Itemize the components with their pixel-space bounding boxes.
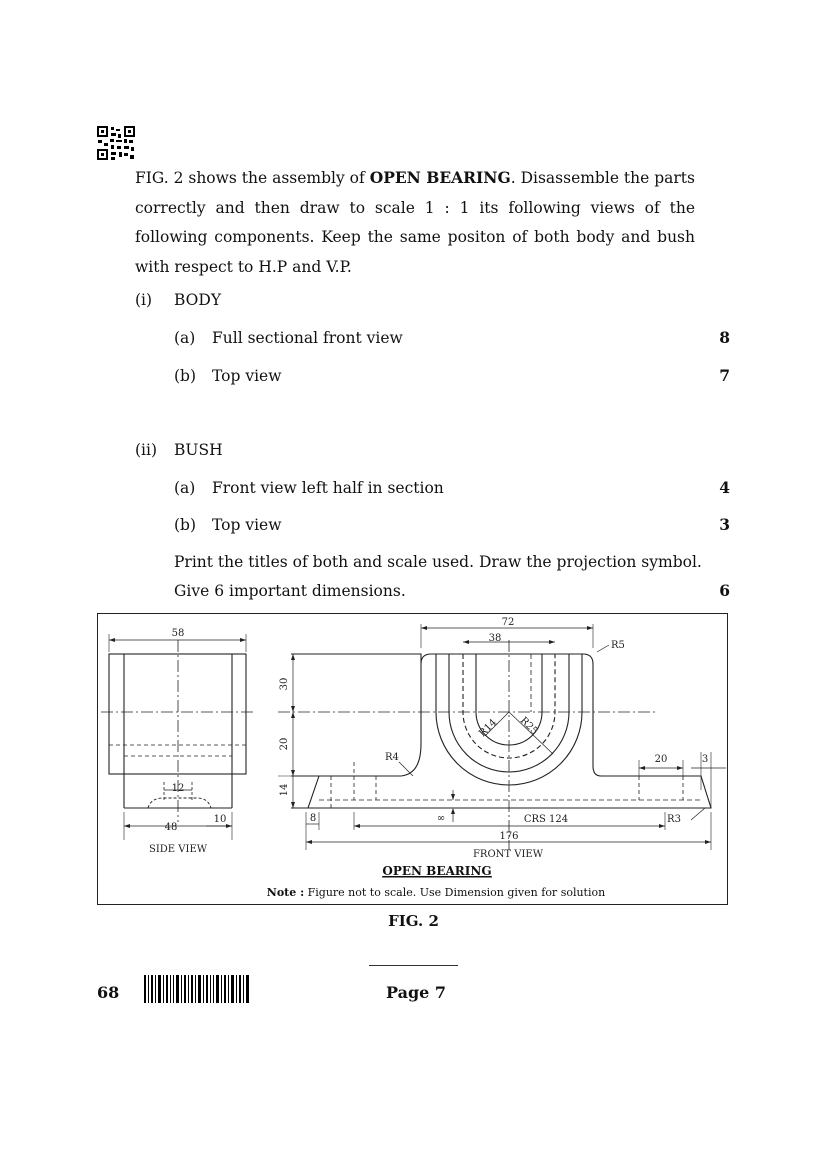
part1-item-b-marks: 7 — [719, 366, 730, 385]
dim-crs: CRS 124 — [523, 814, 569, 825]
dim-48: 48 — [164, 822, 178, 833]
part1-item-a-label: (a) — [174, 329, 196, 347]
part2-item-a-label: (a) — [174, 479, 196, 497]
dim-r4: R4 — [385, 752, 399, 763]
dim-r25: R25 — [517, 715, 540, 738]
intro-text-end: . Disassemble the parts correctly and then draw to scale 1 : 1 its following views of the following components. Keep the same positon of both body and bush with respect to H.P and V.P. — [135, 169, 695, 276]
part1-item-b-text: Top view — [212, 367, 282, 385]
intro-text-start: FIG. 2 shows the assembly of — [135, 169, 370, 187]
front-view-label: FRONT VIEW — [472, 849, 544, 860]
part2-item-b-marks: 3 — [719, 515, 730, 534]
figure-note — [267, 886, 605, 899]
figure-box — [97, 613, 728, 905]
figure-title: OPEN BEARING — [382, 864, 492, 878]
dim-72: 72 — [501, 617, 515, 628]
part2-title: BUSH — [174, 441, 223, 459]
part2-item-b-label: (b) — [174, 516, 197, 534]
dim-176: 176 — [499, 831, 519, 842]
part2-number: (ii) — [135, 441, 158, 459]
dim-8: 8 — [309, 813, 317, 824]
dim-12: 12 — [171, 783, 185, 794]
intro-paragraph — [135, 163, 695, 282]
part2-item-a-marks: 4 — [719, 478, 730, 497]
side-view-label: SIDE VIEW — [148, 844, 208, 855]
figure-note-text: Figure not to scale. Use Dimension given for solution — [304, 886, 606, 899]
figure-caption: FIG. 2 — [388, 912, 439, 930]
part2-item-b-text: Top view — [212, 516, 282, 534]
dim-14: 14 — [279, 783, 290, 797]
footer-divider — [369, 965, 458, 966]
dim-r14: R14 — [477, 717, 500, 740]
dim-r3: R3 — [667, 814, 681, 825]
part1-title: BODY — [174, 291, 222, 309]
part1-item-a-marks: 8 — [719, 328, 730, 347]
instructions-line2: Give 6 important dimensions. — [174, 582, 406, 600]
dim-20-horizontal: 20 — [654, 754, 668, 765]
intro-bold-title: OPEN BEARING — [369, 168, 511, 187]
part1-item-a-text: Full sectional front view — [212, 329, 403, 347]
dim-10: 10 — [213, 814, 227, 825]
dim-infinity: ∞ — [436, 813, 446, 824]
dim-20-vertical: 20 — [279, 737, 290, 751]
part1-number: (i) — [135, 291, 153, 309]
dim-3: 3 — [701, 754, 709, 765]
instructions-line1: Print the titles of both and scale used. Draw the projection symbol. — [174, 553, 702, 571]
question-paper-code: 68 — [97, 983, 120, 1002]
page-number: Page 7 — [386, 983, 447, 1002]
part2-item-a-text: Front view left half in section — [212, 479, 444, 497]
part1-item-b-label: (b) — [174, 367, 197, 385]
dim-30: 30 — [279, 677, 290, 691]
instructions-marks: 6 — [719, 581, 730, 600]
barcode — [144, 975, 250, 1003]
dim-r5: R5 — [611, 640, 625, 651]
qr-code — [97, 126, 135, 160]
dim-58: 58 — [171, 628, 185, 639]
figure-note-label: Note : — [266, 886, 305, 899]
open-bearing-drawing — [98, 614, 727, 904]
dim-38: 38 — [488, 633, 502, 644]
